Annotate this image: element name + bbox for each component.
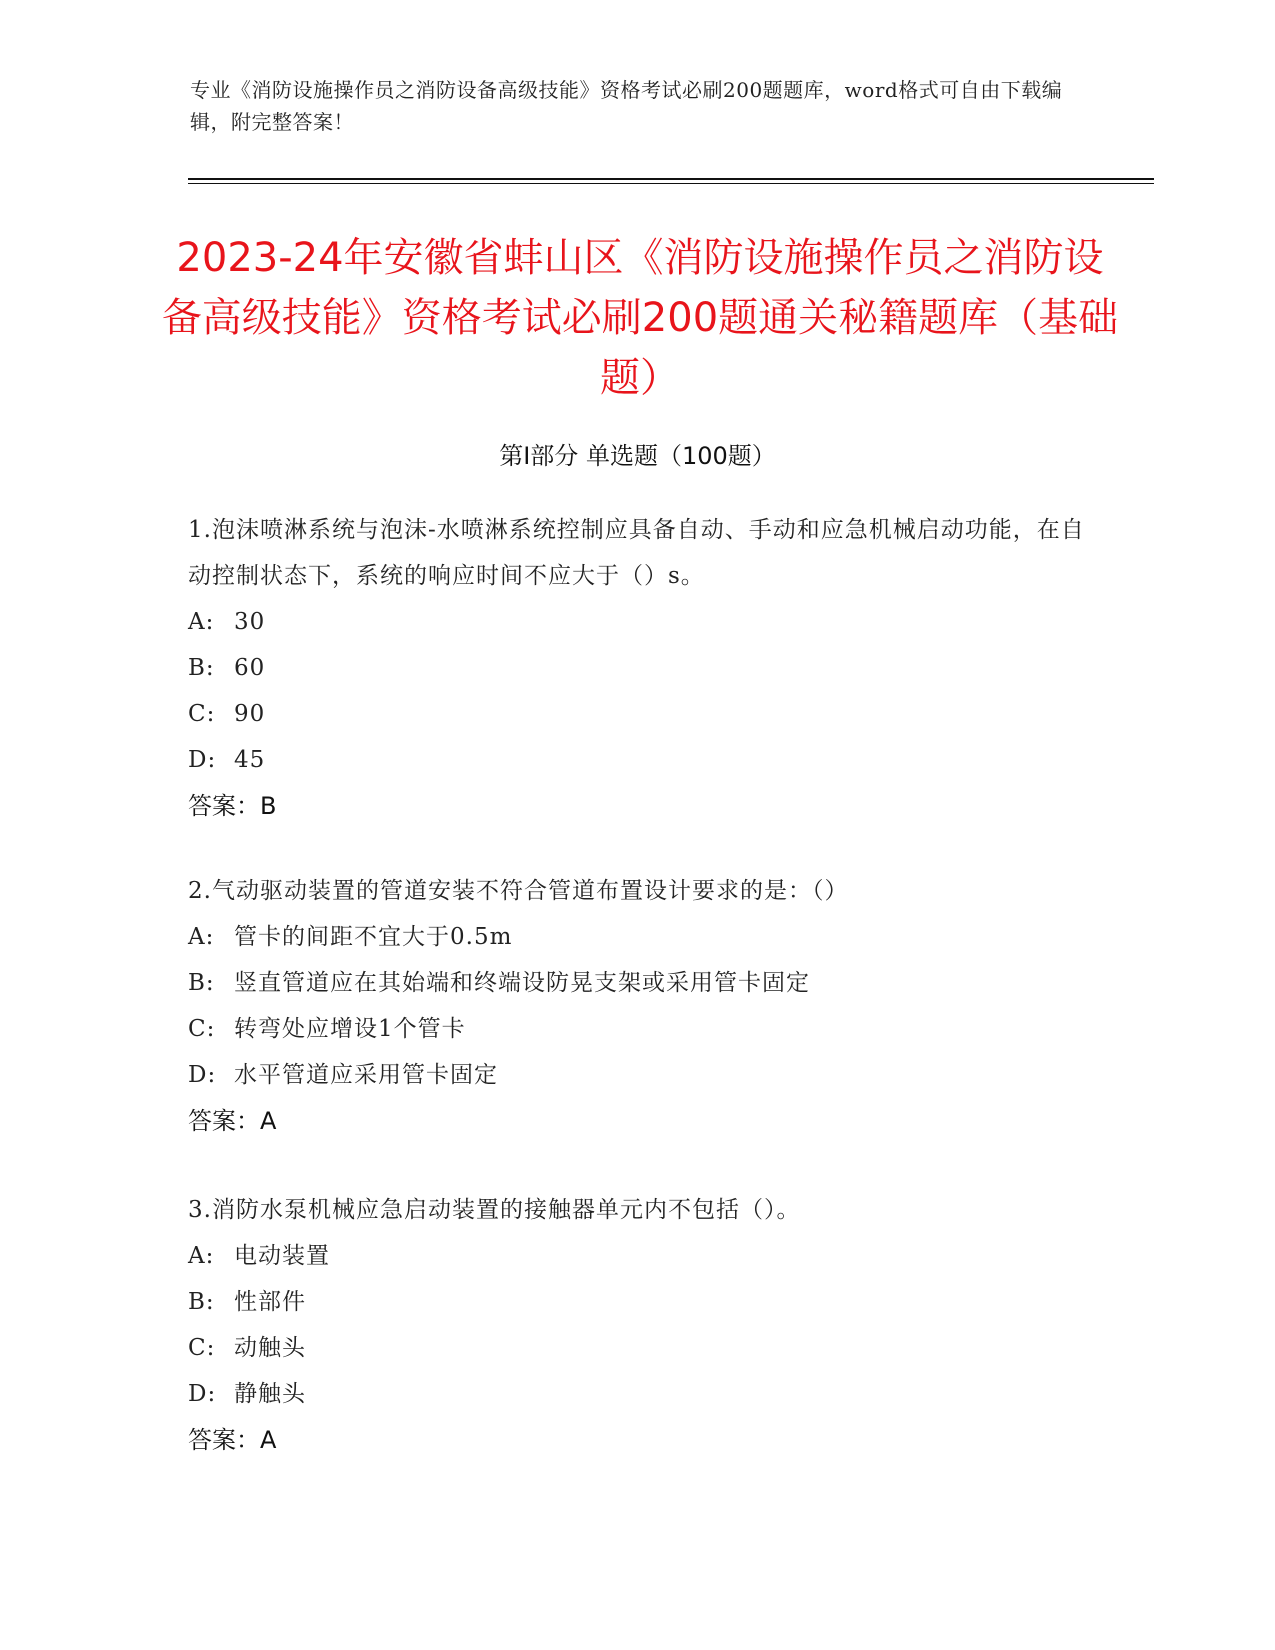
option-a [188,914,1088,960]
header-divider-thick [188,178,1154,180]
answer-label: 答案：A [188,1426,277,1454]
option-b [188,960,1088,1006]
question-stem: 2.气动驱动装置的管道安装不符合管道布置设计要求的是：（） [188,878,849,904]
option-text: 90 [234,701,266,727]
question-2 [188,868,1088,1144]
option-text: 性部件 [234,1289,306,1315]
section-heading: 第I部分 单选题（100题） [499,442,776,470]
option-letter: C: [188,1016,216,1042]
option-text: 转弯处应增设1个管卡 [234,1016,466,1042]
option-letter: D: [188,1381,217,1407]
option-d [188,1371,1088,1417]
option-letter: C: [188,701,216,727]
question-1 [188,507,1088,829]
option-text: 60 [234,655,266,681]
option-letter: A: [188,1243,215,1269]
option-letter: B: [188,1289,215,1315]
option-letter: A: [188,924,215,950]
option-letter: D: [188,1062,217,1088]
option-text: 45 [234,747,266,773]
option-letter: A: [188,609,215,635]
option-a [188,1233,1088,1279]
option-c [188,1325,1088,1371]
document-title: 2023-24年安徽省蚌山区《消防设施操作员之消防设备高级技能》资格考试必刷200题通关秘籍题库（基础题） [161,235,1119,401]
option-c [188,691,1088,737]
option-text: 电动装置 [234,1243,330,1269]
option-text: 竖直管道应在其始端和终端设防晃支架或采用管卡固定 [234,970,810,996]
header-divider-thin [188,183,1154,184]
option-text: 水平管道应采用管卡固定 [234,1062,498,1088]
question-stem: 1.泡沫喷淋系统与泡沫-水喷淋系统控制应具备自动、手动和应急机械启动功能，在自动控制状态下，系统的响应时间不应大于（）s。 [188,517,1085,589]
option-b [188,645,1088,691]
option-letter: C: [188,1335,216,1361]
option-text: 动触头 [234,1335,306,1361]
answer-label: 答案：B [188,792,277,820]
option-text: 管卡的间距不宜大于0.5m [234,924,513,950]
option-text: 30 [234,609,266,635]
question-stem: 3.消防水泵机械应急启动装置的接触器单元内不包括（）。 [188,1197,801,1223]
option-letter: D: [188,747,217,773]
option-letter: B: [188,655,215,681]
option-c [188,1006,1088,1052]
question-3 [188,1187,1088,1463]
option-b [188,1279,1088,1325]
option-letter: B: [188,970,215,996]
option-text: 静触头 [234,1381,306,1407]
option-d [188,1052,1088,1098]
header-note: 专业《消防设施操作员之消防设备高级技能》资格考试必刷200题题库，word格式可自由下载编辑，附完整答案！ [190,78,1063,134]
option-d [188,737,1088,783]
answer-label: 答案：A [188,1107,277,1135]
option-a [188,599,1088,645]
